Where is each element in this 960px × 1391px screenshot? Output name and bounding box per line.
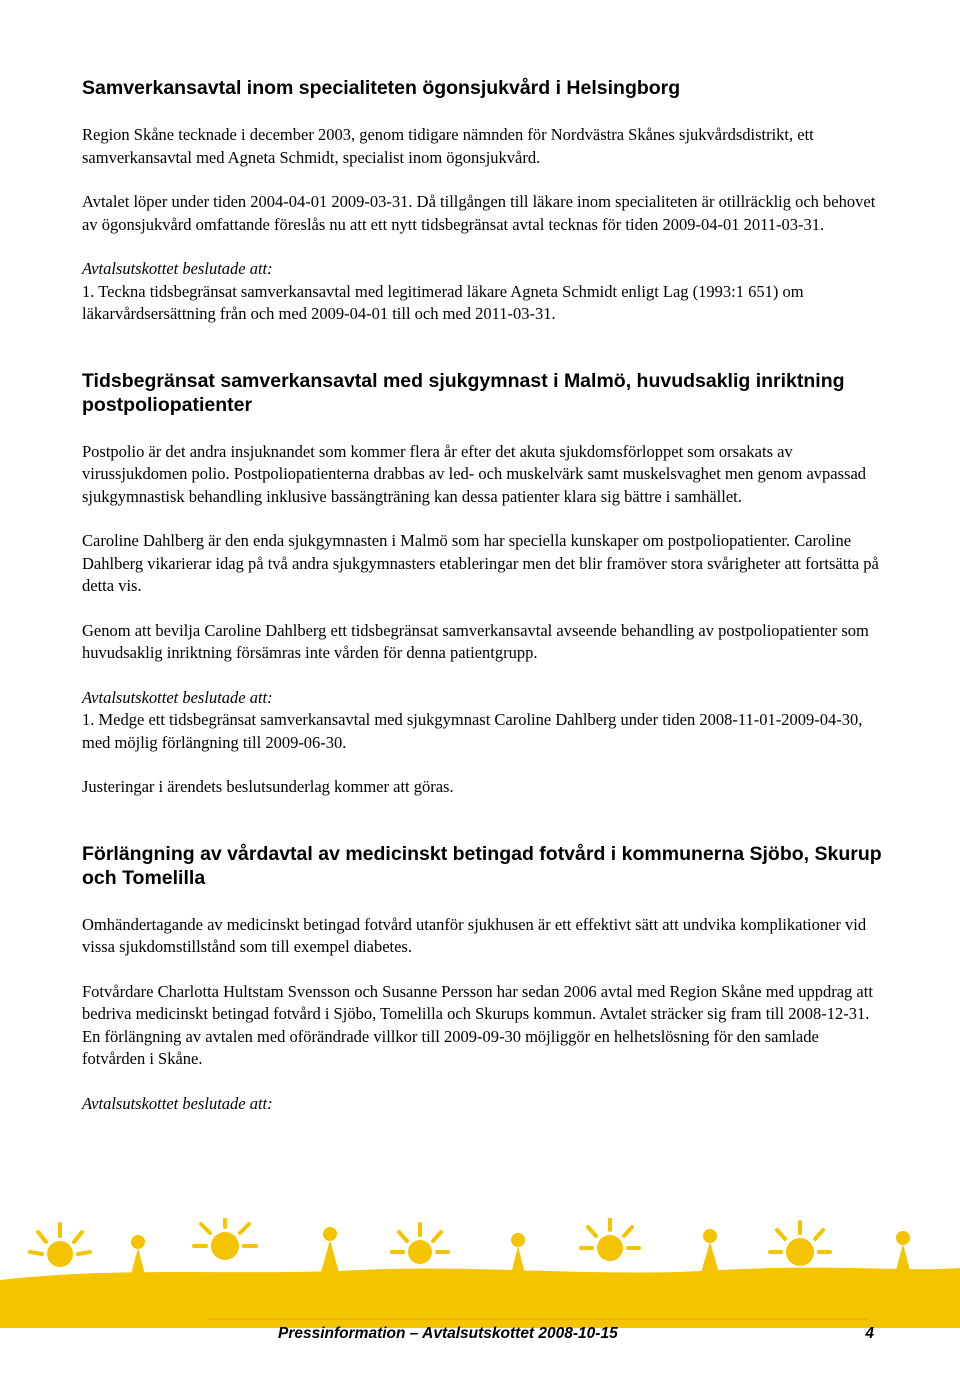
- footer-decoration-art: [0, 1218, 960, 1328]
- section3-para2: Fotvårdare Charlotta Hultstam Svensson och Susanne Persson har sedan 2006 avtal med Region Skåne med uppdrag att bedriva medicinskt betingad fotvård i Sjöbo, Tomelilla och Skurups kommun. Avtalet sträcker sig fram till 2008-12-31. En förlängning av avtalen med oförändrade villkor till 2009-09-30 möjliggör en helhetslösning för den samlade fotvården i Skåne.: [82, 981, 873, 1068]
- section3-para1: Omhändertagande av medicinskt betingad fotvård utanför sjukhusen är ett effektivt sätt att undvika komplikationer vid vissa sjukdomstillstånd som till exempel diabetes.: [82, 914, 867, 956]
- section2-decision1: 1. Medge ett tidsbegränsat samverkansavtal med sjukgymnast Caroline Dahlberg under tiden 2008-11-01-2009-04-30, med möjlig förlängning till 2009-06-30.: [82, 710, 863, 752]
- section2-para1: Postpolio är det andra insjuknandet som kommer flera år efter det akuta sjukdomsförloppet som orsakats av virussjukdomen polio. Postpoliopatienterna drabbas av led- och muskelvärk samt muskelsvaghet men genom avpassad sjukgymnastisk behandling inklusive bassängträning kan dessa patienter klara sig bättre i samhället.: [82, 441, 867, 506]
- section1-para1: Region Skåne tecknade i december 2003, genom tidigare nämnden för Nordvästra Skånes sjukvårdsdistrikt, ett samverkansavtal med Agneta Schmidt, specialist inom ögonsjukvård.: [82, 125, 814, 167]
- section2-para2: Caroline Dahlberg är den enda sjukgymnasten i Malmö som har speciella kunskaper om postpoliopatienter. Caroline Dahlberg vikarierar idag på två andra sjukgymnasters etableringar men det blir framöver stora svårigheter att fortsätta på detta vis.: [82, 531, 879, 595]
- document-body: [82, 76, 882, 1115]
- section2-para3: Genom att bevilja Caroline Dahlberg ett tidsbegränsat samverkansavtal avseende behandling av postpoliopatienter som huvudsaklig inriktning försämras inte vården för denna patientgrupp.: [82, 620, 869, 662]
- section2-note: Justeringar i ärendets beslutsunderlag kommer att göras.: [82, 777, 454, 796]
- section1-heading: Samverkansavtal inom specialiteten ögonsjukvård i Helsingborg: [82, 77, 681, 99]
- section1-decision-label: Avtalsutskottet beslutade att:: [82, 259, 273, 278]
- footer-title: Pressinformation – Avtalsutskottet 2008-10-15: [278, 1325, 618, 1342]
- page-footer: [278, 1324, 874, 1344]
- page-number: 4: [865, 1325, 874, 1342]
- section3-decision-label: Avtalsutskottet beslutade att:: [82, 1093, 273, 1113]
- section1-para2: Avtalet löper under tiden 2004-04-01 2009-03-31. Då tillgången till läkare inom specialiteten är otillräcklig och behovet av ögonsjukvård omfattande föreslås nu att ett nytt tidsbegränsat avtal tecknas för tiden 2009-04-01 2011-03-31.: [82, 192, 876, 234]
- section2-decision-label: Avtalsutskottet beslutade att:: [82, 687, 273, 707]
- section3-heading: Förlängning av vårdavtal av medicinskt betingad fotvård i kommunerna Sjöbo, Skurup och Tomelilla: [82, 842, 882, 889]
- section1-decision1: 1. Teckna tidsbegränsat samverkansavtal med legitimerad läkare Agneta Schmidt enligt Lag (1993:1 651) om läkarvårdsersättning från och med 2009-04-01 till och med 2011-03-31.: [82, 281, 804, 323]
- section2-heading: Tidsbegränsat samverkansavtal med sjukgymnast i Malmö, huvudsaklig inriktning postpoliopatienter: [82, 369, 845, 416]
- footer-rule: [208, 1318, 868, 1320]
